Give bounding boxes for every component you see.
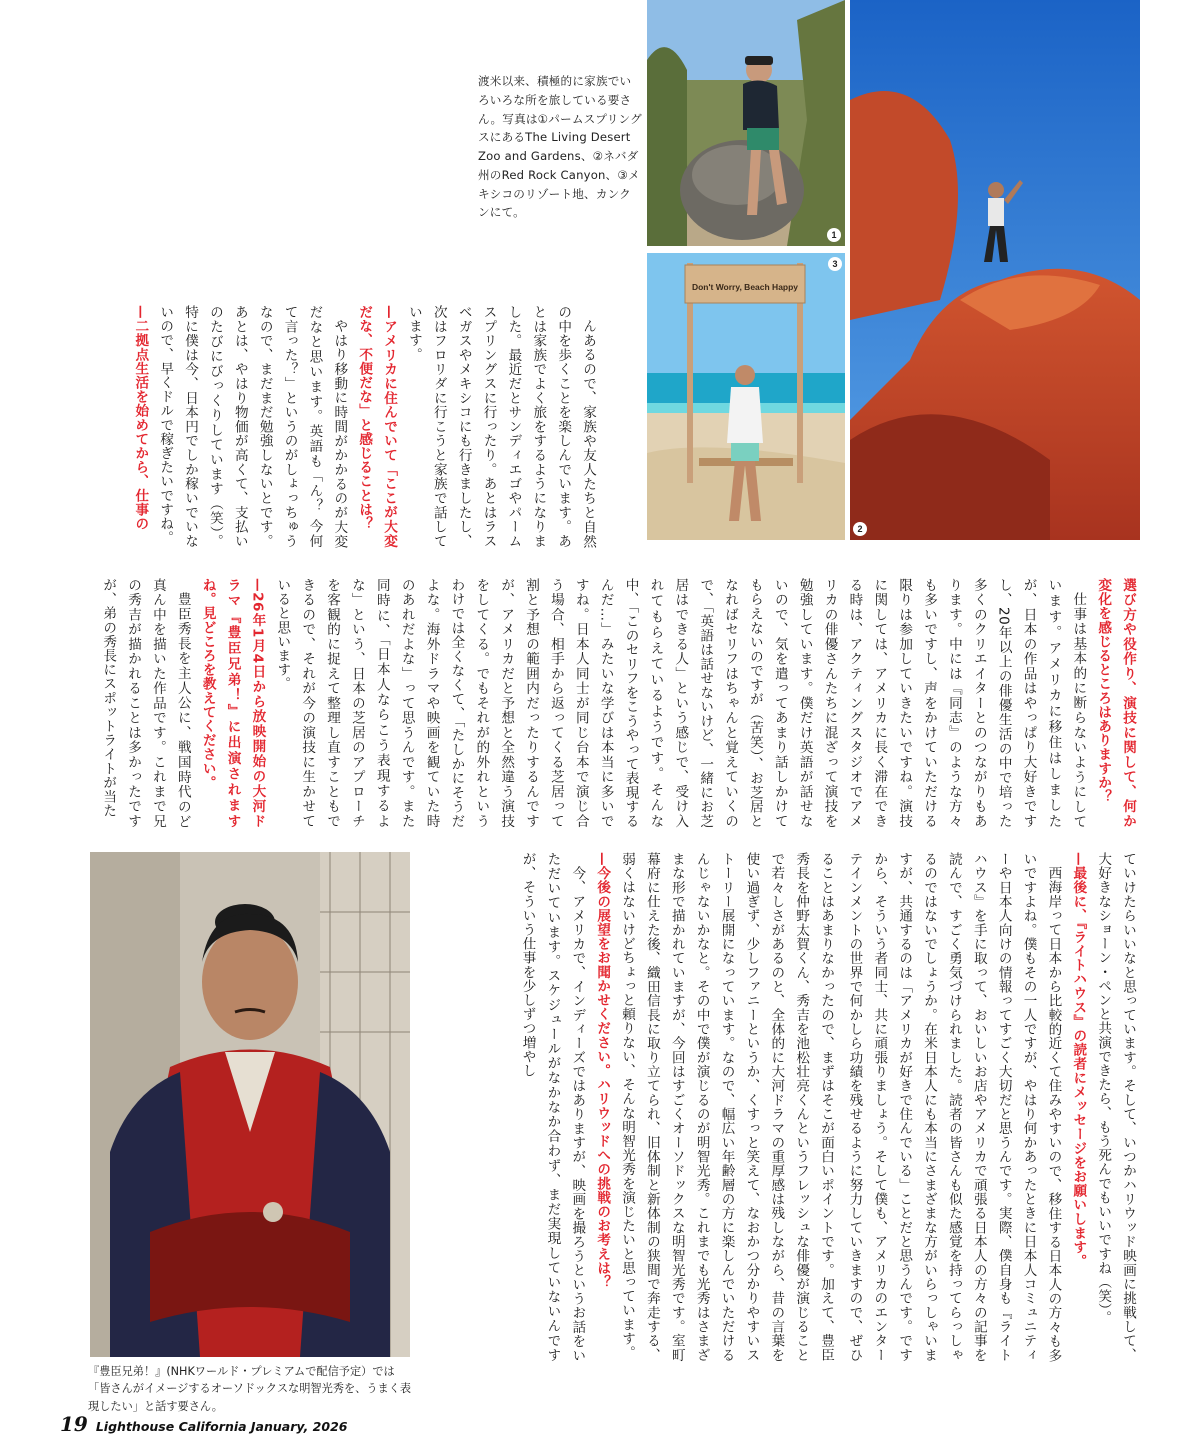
photo-samurai-portrait bbox=[90, 852, 410, 1357]
interview-answer-paragraph: 仕事は基本的に断らないようにしています。アメリカに移住はしましたが、日本の作品はやっぱり大好きですし、20年以上の俳優生活の中で培った多くのクリエイターとのつながりもあります。中には『同志』のような方々も多いですし、声をかけていただける限りは参加していきたいですね。演技に関しては、アメリカに長く滞在できる時は、アクティングスタジオでアメリカの俳優さんたちに混ざって演技を勉強しています。僕だけ英語が話せないので、気を遣ってあまり話しかけてもらえないのですが（苦笑）、お芝居となればセリフはちゃんと覚えていくので、「英語は話せないけど、一緒にお芝居はできる人」という感じで、受け入れてもらえているようです。そんな中、「このセリフをこうやって表現するんだ…」みたいな学びは本当に多いですね。日本人同士が同じ台本で演じ合う場合、相手から返ってくる芝居って割と予想の範囲内だったりするんですが、アメリカだと予想と全然違う演技をしてくる。でもそれが的外れというわけでは全くなくて、「たしかにそうだよな。海外ドラマや映画を観ていた時のあれだよな」って思うんです。また同時に、「日本人ならこう表現するよな」という、日本の芝居のアプローチを客観的に捉えて整理し直すこともできるので、それが今の演技に生かせていると思います。 bbox=[274, 578, 1087, 828]
article-column-lower-right bbox=[838, 852, 1140, 1362]
interview-question: —今後の展望をお聞かせください。ハリウッドへの挑戦のお考えは？ bbox=[594, 852, 611, 1290]
interview-answer-paragraph: 今、アメリカで、インディーズではありますが、映画を撮ろうというお話をいただいています。スケジュールがなかなか合わず、まだ実現していないんですが、そういう仕事を少しずつ増やし bbox=[519, 852, 586, 1362]
photo-number-badge: 2 bbox=[853, 522, 867, 536]
page-footer bbox=[60, 1412, 347, 1434]
interview-question: —二拠点生活を始めてから、仕事の bbox=[132, 305, 149, 531]
samurai-portrait-photo-icon bbox=[90, 852, 410, 1357]
interview-answer-paragraph: やはり移動に時間がかかるのが大変だなと思います。英語も「ん？ 今何て言った？」というのがしょっちゅうなので、まだまだ勉強しないとです。あとは、やはり物価が高くて、支払いのたびにびっくりしています（笑）。特に僕は今、日本円でしか稼いでいないので、早くドルで稼ぎたいですね。 bbox=[157, 305, 348, 548]
photo-number-badge: 3 bbox=[828, 257, 842, 271]
red-rock-canyon-photo-icon bbox=[850, 0, 1140, 540]
interview-answer-paragraph: ていけたらいいなと思っています。そして、いつかハリウッド映画に挑戦して、大好きなショーン・ペンと共演できたら、もう死んでもいいですね（笑）。 bbox=[1095, 852, 1136, 1362]
interview-question: —アメリカに住んでいて「ここが大変だな、不便だな」と感じることは？ bbox=[356, 305, 397, 548]
interview-answer-paragraph: 西海岸って日本から比較的近くて住みやすいので、移住する日本人の方々も多いですよね。僕もその一人ですが、やはり何かあったときに日本人コミュニティーや日本人向けの情報ってすごく大切だと思うんです。実際、僕自身も『ライトハウス』を手に取って、おいしいお店やアメリカで頑張る日本人の方々の記事を読んで、すごく勇気づけられました。読者の皆さんも似た感覚を持ってらっしゃるのではないでしょうか。在米日本人にも本当にさまざまな方がいらっしゃいますが、共通するのは「アメリカが好きで住んでいる」ことだと思うんです。ですから、そういう者同士、共に頑張りましょう。そして僕も、アメリカのエンターテインメントの世界で何かしら功績を残せるように努力していきますので、ぜひ bbox=[846, 852, 1062, 1362]
photo-number-badge: 1 bbox=[827, 228, 841, 242]
interview-answer-paragraph: 豊臣秀長を主人公に、戦国時代のど真ん中を描いた作品です。これまで兄の秀吉が描かれることは多かったですが、弟の秀長にスポットライトが当た bbox=[100, 578, 191, 828]
article-column-middle bbox=[90, 578, 1140, 828]
interview-question: 選び方や役作り、演技に関して、何か変化を感じるところはありますか？ bbox=[1095, 578, 1136, 828]
desert-zoo-photo-icon bbox=[647, 0, 845, 246]
publication-name: Lighthouse California January, 2026 bbox=[95, 1419, 348, 1434]
page-number: 19 bbox=[60, 1412, 88, 1436]
photo-desert-zoo bbox=[647, 0, 845, 246]
article-column-lower-center bbox=[468, 852, 838, 1362]
beach-sign-text: Don't Worry, Beach Happy bbox=[691, 282, 799, 292]
photo-red-rock-canyon bbox=[850, 0, 1140, 540]
cancun-beach-photo-icon bbox=[647, 253, 845, 540]
interview-question: —26年1月4日から放映開始の大河ドラマ『豊臣兄弟！』に出演されますね。見どころを教えてください。 bbox=[199, 578, 266, 828]
photo-cancun-beach bbox=[647, 253, 845, 540]
photo-caption-travel: 渡米以来、積極的に家族でいろいろな所を旅している要さん。写真は①パームスプリングスにあるThe Living Desert Zoo and Gardens、②ネバダ州のRed Rock Canyon、③メキシコのリゾート地、カンクンにて。 bbox=[478, 74, 642, 220]
interview-answer-paragraph: んあるので、家族や友人たちと自然の中を歩くことを楽しんでいます。あとは家族でよく旅をするようになりました。最近だとサンディエゴやパームスプリングスに行ったり。あとはラスベガスやメキシコにも行きましたし、次はフロリダに行こうと家族で話しています。 bbox=[405, 305, 596, 548]
article-column-upper-left bbox=[90, 305, 600, 548]
interview-answer-paragraph: ることはあまりなかったので、まずはそこが面白いポイントです。加えて、豊臣秀長を仲野太賀くん、秀吉を池松壮亮くんというフレッシュな俳優が演じることで若々しさがあるのと、全体的に大河ドラマの重厚感は残しながら、昔の言葉を使い過ぎず、少しファニーというか、くすっと笑えて、なおかつ分かりやすいストーリー展開になっています。なので、幅広い年齢層の方に楽しんでいただけるんじゃないかなと。その中で僕が演じるのが明智光秀。これまでも光秀はさまざまな形で描かれていますが、今回はすごくオーソドックスな明智光秀です。室町幕府に仕えた後、織田信長に取り立てられ、旧体制と新体制の狭間で奔走する、弱くはないけどちょっと頼りない、そんな明智光秀を演じたいと思っています。 bbox=[619, 852, 834, 1362]
interview-question: —最後に、『ライトハウス』の読者にメッセージをお願いします。 bbox=[1070, 852, 1087, 1269]
photo-caption-drama: 『豊臣兄弟！』(NHKワールド・プレミアムで配信予定）では「皆さんがイメージするオーソドックスな明智光秀を、うまく表現したい」と話す要さん。 bbox=[88, 1365, 412, 1413]
